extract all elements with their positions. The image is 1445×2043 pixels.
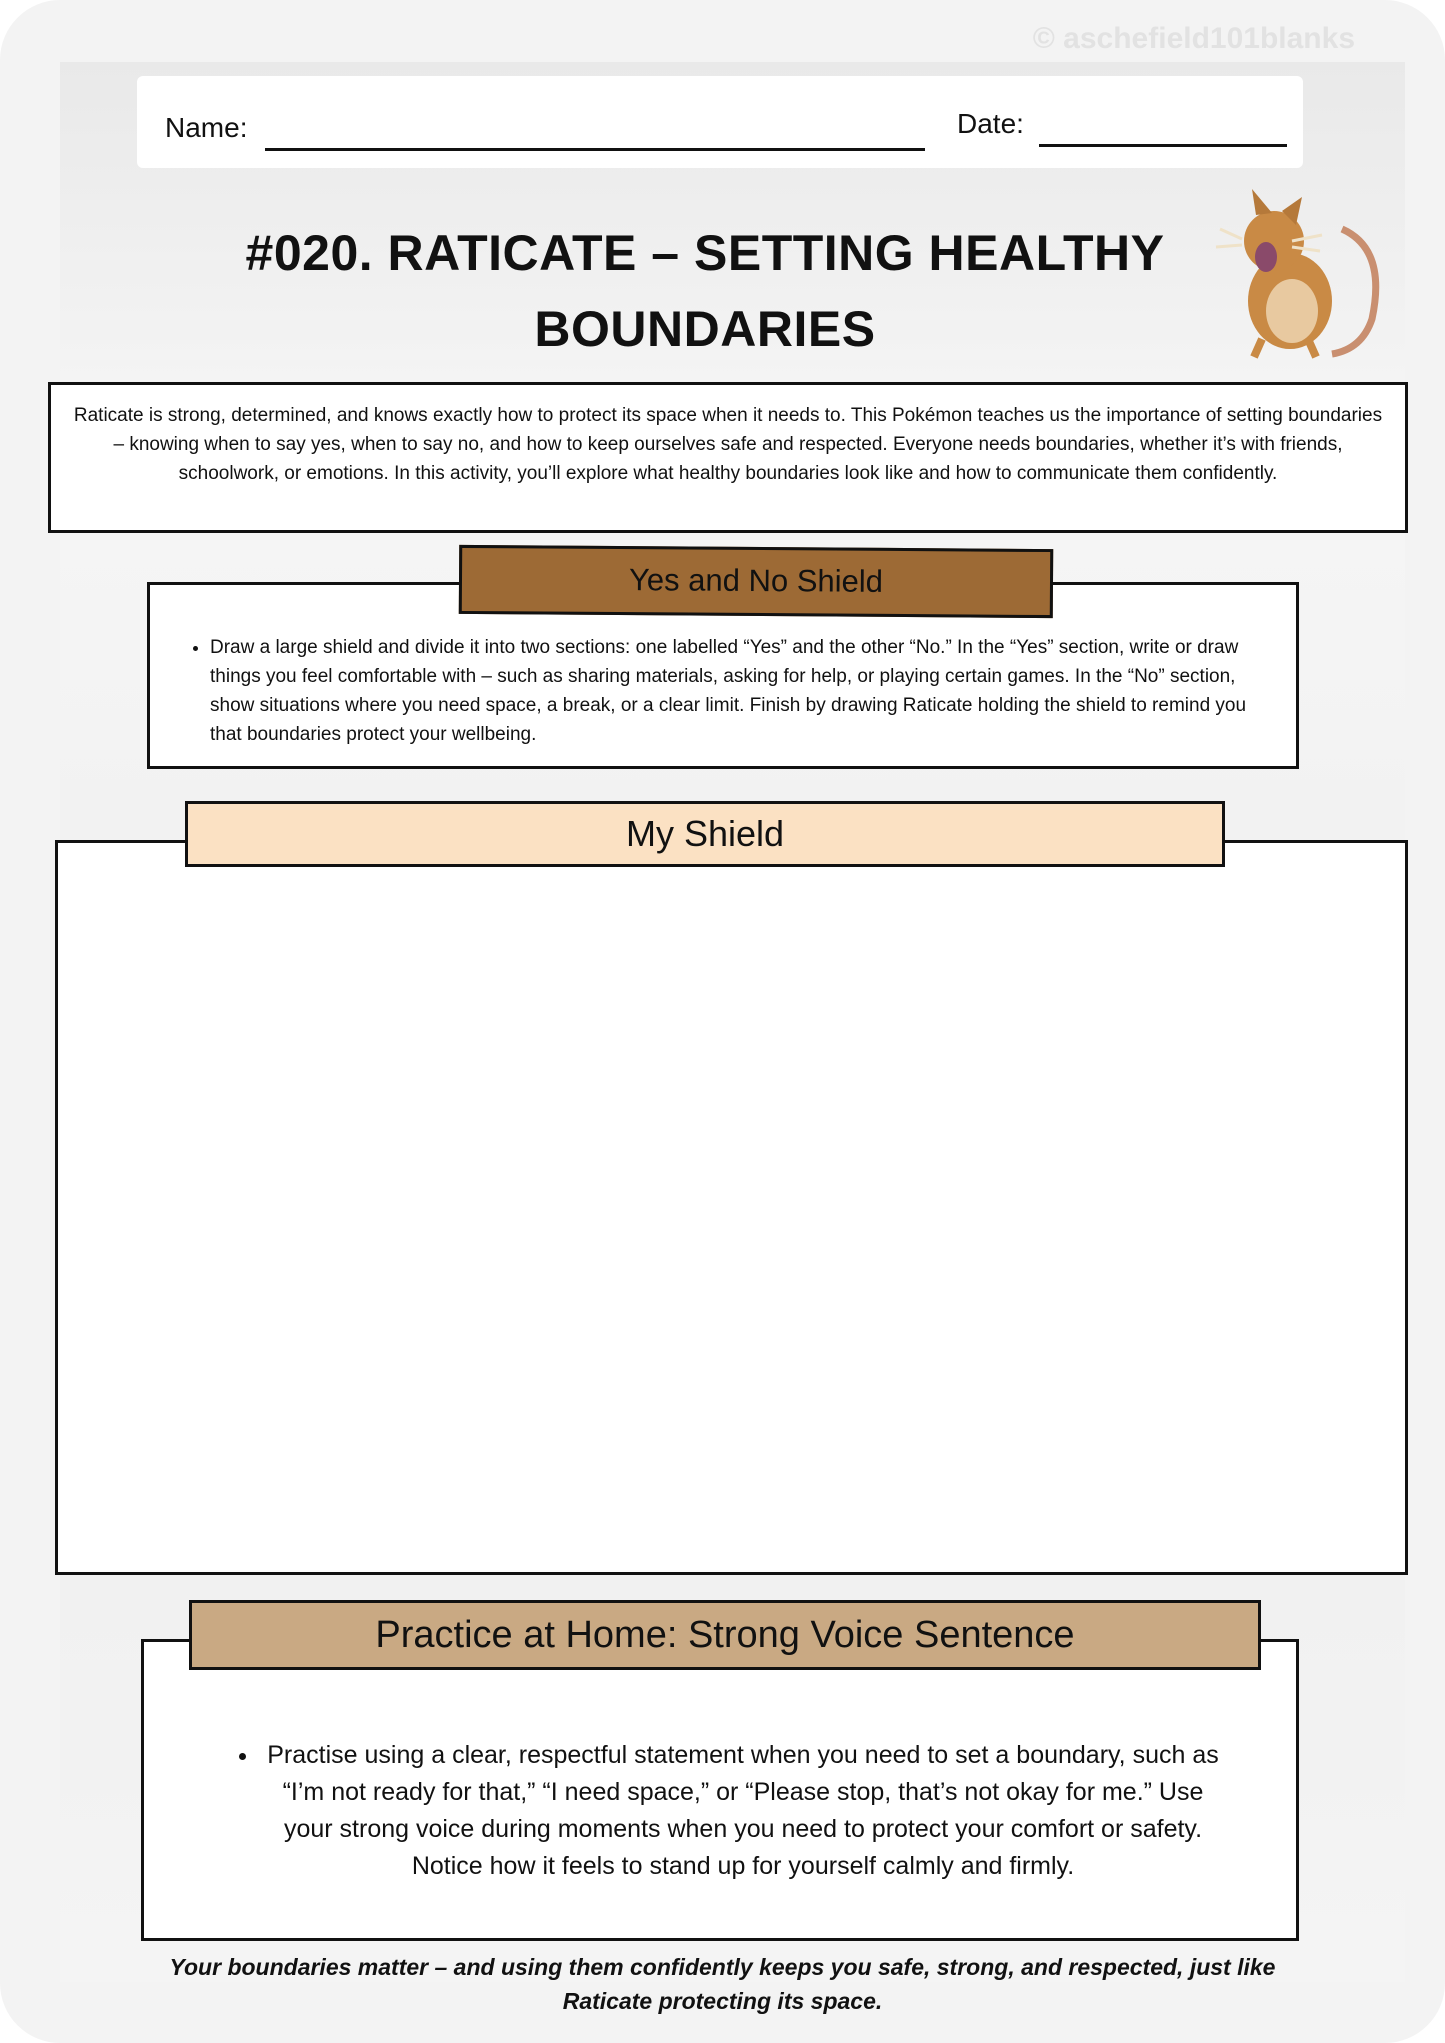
watermark: © aschefield101blanks xyxy=(1032,22,1355,55)
practice-heading: Practice at Home: Strong Voice Sentence xyxy=(189,1600,1261,1670)
title-line-1: #020. RATICATE – SETTING HEALTHY xyxy=(245,225,1165,281)
activity-heading: Yes and No Shield xyxy=(459,545,1053,618)
title-line-2: BOUNDARIES xyxy=(534,301,876,357)
shield-drawing-area[interactable] xyxy=(55,840,1408,1575)
activity-instruction: • Draw a large shield and divide it into two sections: one labelled “Yes” and the other “No.” In the “Yes” section, write or draw things you feel comfortable with – such as sharing materials, asking for help, or playing certain games. In the “No” section, show situations where you need space, a break, or a clear limit. Finish by drawing Raticate holding the shield to remind you that boundaries protect your wellbeing. xyxy=(210,633,1282,749)
practice-instruction: • Practise using a clear, respectful statement when you need to set a boundary, such as “I’m not ready for that,” “I need space,” or “Please stop, that’s not okay for me.” Use your strong voice during moments when you need to protect your comfort or safety. Notice how it feels to stand up for yourself calmly and firmly. xyxy=(260,1737,1226,1885)
practice-box xyxy=(141,1639,1299,1941)
footer-message: Your boundaries matter – and using them confidently keeps you safe, strong, and respected, just like Raticate protecting its space. xyxy=(169,1954,1276,2014)
raticate-illustration xyxy=(1212,189,1392,359)
page-title xyxy=(180,215,1230,367)
date-label: Date: xyxy=(957,108,1024,139)
drawing-heading: My Shield xyxy=(185,801,1225,867)
name-field[interactable] xyxy=(265,148,925,151)
date-field[interactable] xyxy=(1039,144,1287,147)
name-date-box xyxy=(137,76,1303,168)
intro-box: Raticate is strong, determined, and knows exactly how to protect its space when it needs to. This Pokémon teaches us the importance of setting boundaries – knowing when to say yes, when to say no, and how to keep ourselves safe and respected. Everyone needs boundaries, whether it’s with friends, schoolwork, or emotions. In this activity, you’ll explore what healthy boundaries look like and how to communicate them confidently. xyxy=(48,382,1408,533)
name-label: Name: xyxy=(165,112,248,143)
